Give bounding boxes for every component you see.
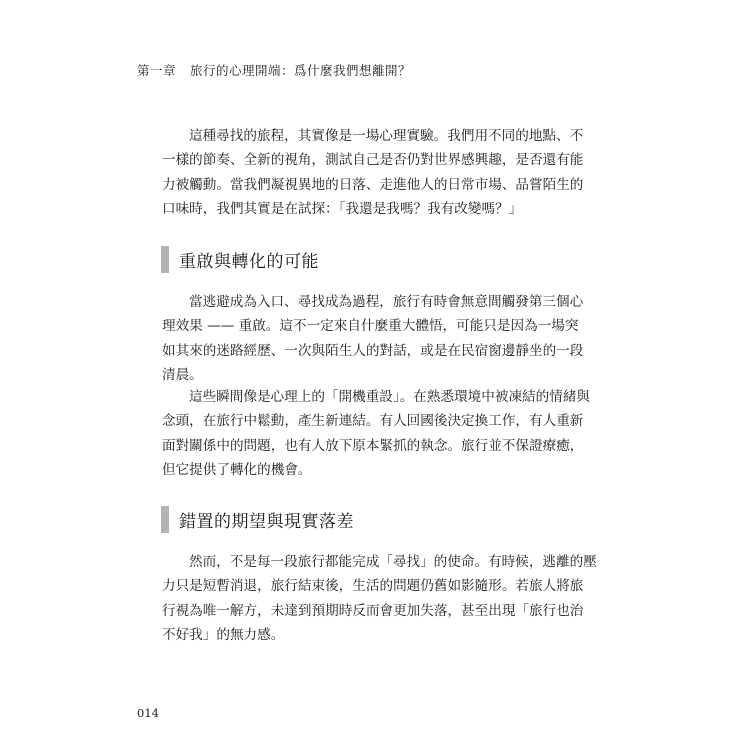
paragraph-line: 這些瞬間像是心理上的「開機重設」。在熟悉環境中被凍結的情緒與: [189, 389, 591, 405]
paragraph-line: 不好我」的無力感。: [162, 626, 285, 643]
chapter-label: 第一章: [137, 63, 177, 78]
paragraph: [162, 290, 584, 387]
section-heading: [161, 506, 354, 533]
section-heading: [161, 246, 319, 273]
paragraph-line: 力被觸動。當我們凝視異地的日落、走進他人的日常市場、品嘗陌生的: [162, 176, 584, 193]
paragraph-line: 口味時，我們其實是在試探：「我還是我嗎？我有改變嗎？」: [162, 200, 523, 217]
running-head: [137, 61, 411, 79]
paragraph-line: 面對關係中的問題，也有人放下原本緊抓的執念。旅行並不保證療癒，: [162, 437, 584, 454]
paragraph-line: 但它提供了轉化的機會。: [162, 461, 312, 478]
paragraph-line: 念頭，在旅行中鬆動，產生新連結。有人回國後決定換工作，有人重新: [162, 413, 584, 430]
section-marker-bar: [161, 506, 169, 533]
paragraph-line: 一樣的節奏、全新的視角，測試自己是否仍對世界感興趣，是否還有能: [162, 152, 584, 169]
paragraph-line: 如其來的迷路經歷、一次與陌生人的對話，或是在民宿窗邊靜坐的一段: [162, 342, 584, 359]
paragraph: [162, 550, 597, 647]
section-title: 錯置的期望與現實落差: [179, 512, 354, 532]
paragraph-line: 力只是短暫消退，旅行結束後，生活的問題仍舊如影隨形。若旅人將旅: [162, 578, 584, 595]
paragraph-line: 行視為唯一解方，未達到預期時反而會更加失落，甚至出現「旅行也治: [162, 602, 584, 619]
section-title: 重啟與轉化的可能: [179, 252, 319, 272]
paragraph-line: 理效果 —— 重啟。這不一定來自什麼重大體悟，可能只是因為一場突: [162, 318, 579, 335]
paragraph-line: 當逃避成為入口、尋找成為過程，旅行有時會無意間觸發第三個心: [189, 294, 584, 310]
page-number: 014: [137, 706, 159, 720]
paragraph-line: 然而，不是每一段旅行都能完成「尋找」的使命。有時候，逃離的壓: [189, 554, 597, 570]
paragraph: [162, 385, 591, 482]
chapter-title: 旅行的心理開端：爲什麼我們想離開？: [190, 63, 412, 78]
paragraph-line: 清晨。: [162, 366, 203, 383]
paragraph: [162, 124, 584, 221]
paragraph-line: 這種尋找的旅程，其實像是一場心理實驗。我們用不同的地點、不: [189, 128, 584, 144]
section-marker-bar: [161, 246, 169, 273]
